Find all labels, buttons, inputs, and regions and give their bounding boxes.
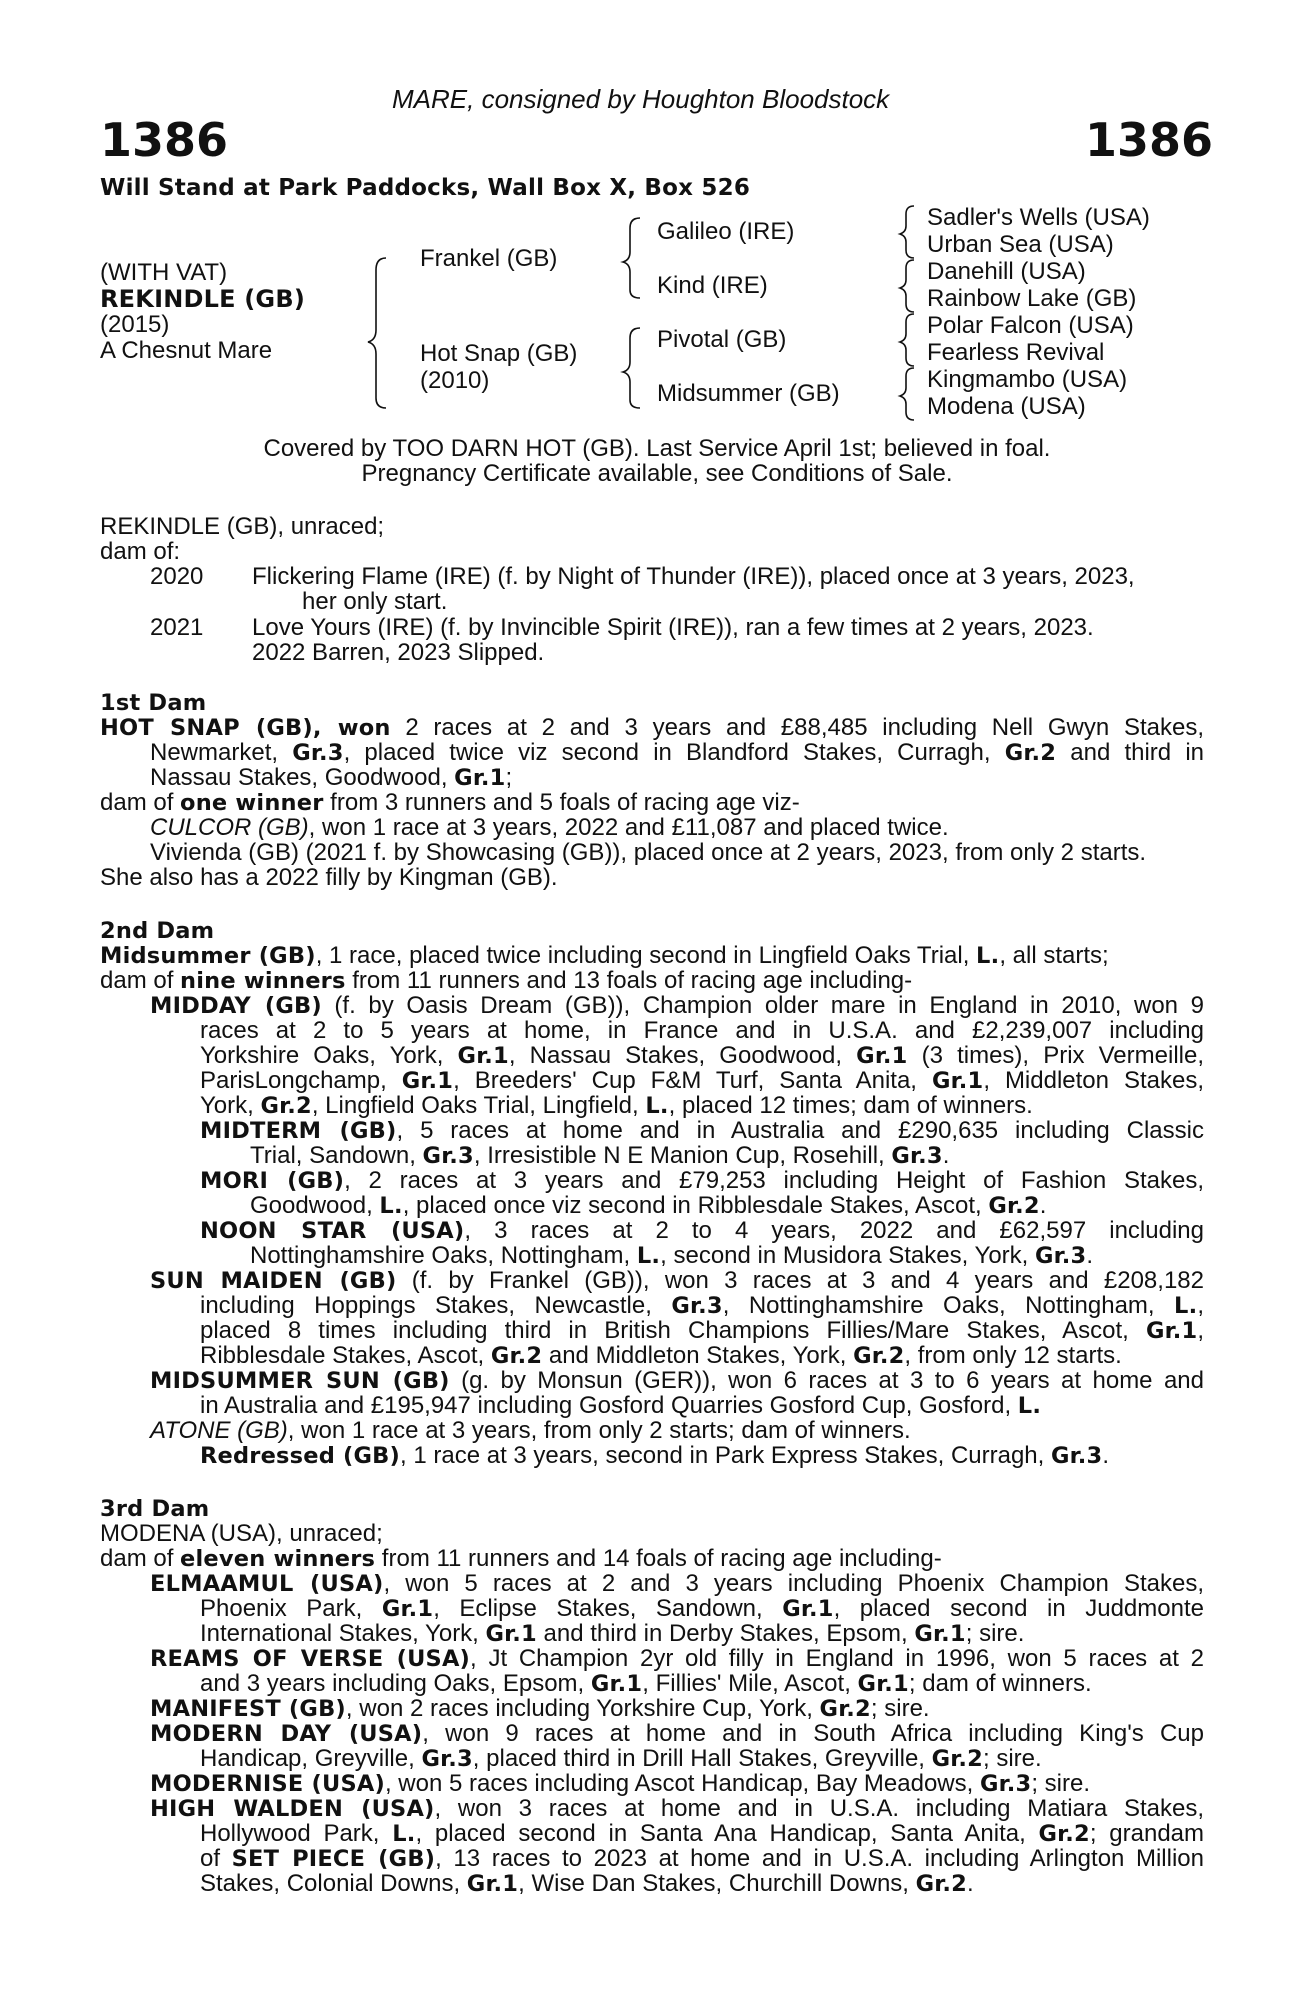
elmaamul-entry: International Stakes, York, Gr.1 and third in Derby Stakes, Epsom, Gr.1; sire.: [200, 1620, 1025, 1647]
produce-year: 2020: [150, 563, 204, 590]
high-walden-entry: Hollywood Park, L., placed second in Santa Ana Handicap, Santa Anita, Gr.2; grandam: [200, 1820, 1204, 1847]
first-dam-line: Nassau Stakes, Goodwood, Gr.1;: [150, 764, 513, 791]
first-dam-foal: CULCOR (GB), won 1 race at 3 years, 2022 and £11,087 and placed twice.: [150, 814, 949, 841]
produce-intro: REKINDLE (GB), unraced;: [100, 513, 385, 540]
sun-maiden-entry: SUN MAIDEN (GB) (f. by Frankel (GB)), won 3 races at 3 and 4 years and £208,182: [150, 1267, 1204, 1294]
manifest-entry: MANIFEST (GB), won 2 races including Yorkshire Cup, York, Gr.2; sire.: [150, 1695, 930, 1722]
sire-dam: Kind (IRE): [657, 272, 768, 299]
sun-maiden-entry: Ribblesdale Stakes, Ascot, Gr.2 and Middleton Stakes, York, Gr.2, from only 12 starts.: [200, 1342, 1122, 1369]
midday-entry: York, Gr.2, Lingfield Oaks Trial, Lingfield, L., placed 12 times; dam of winners.: [200, 1092, 1033, 1119]
produce-entry: Love Yours (IRE) (f. by Invincible Spirit (IRE)), ran a few times at 2 years, 2023.: [252, 614, 1094, 641]
dam-dam: Midsummer (GB): [657, 380, 840, 407]
first-dam-foal: Vivienda (GB) (2021 f. by Showcasing (GB)), placed once at 2 years, 2023, from only 2 starts.: [150, 839, 1147, 866]
horse-year: (2015): [100, 311, 170, 338]
third-dam-line: MODENA (USA), unraced;: [100, 1520, 383, 1547]
redressed-entry: Redressed (GB), 1 race at 3 years, second in Park Express Stakes, Curragh, Gr.3.: [200, 1442, 1110, 1469]
covering-note: Covered by TOO DARN HOT (GB). Last Service April 1st; believed in foal.: [263, 435, 1051, 462]
dam-sire: Pivotal (GB): [657, 326, 787, 353]
sun-maiden-entry: including Hoppings Stakes, Newcastle, Gr.3, Nottinghamshire Oaks, Nottingham, L.,: [200, 1292, 1204, 1319]
elmaamul-entry: Phoenix Park, Gr.1, Eclipse Stakes, Sandown, Gr.1, placed second in Juddmonte: [200, 1595, 1204, 1622]
produce-entry-cont: 2022 Barren, 2023 Slipped.: [252, 639, 545, 666]
first-dam-line: HOT SNAP (GB), won 2 races at 2 and 3 years and £88,485 including Nell Gwyn Stakes,: [100, 714, 1205, 741]
second-dam-line: Midsummer (GB), 1 race, placed twice including second in Lingfield Oaks Trial, L., all starts;: [100, 942, 1109, 969]
high-walden-entry: of SET PIECE (GB), 13 races to 2023 at home and in U.S.A. including Arlington Million: [200, 1845, 1205, 1872]
reams-of-verse-entry: and 3 years including Oaks, Epsom, Gr.1, Fillies' Mile, Ascot, Gr.1; dam of winners.: [200, 1670, 1092, 1697]
midsummer-sun-entry: MIDSUMMER SUN (GB) (g. by Monsun (GER)), won 6 races at 3 to 6 years at home and: [150, 1367, 1204, 1394]
modern-day-entry: MODERN DAY (USA), won 9 races at home and in South Africa including King's Cup: [150, 1720, 1205, 1747]
atone-entry: ATONE (GB), won 1 race at 3 years, from only 2 starts; dam of winners.: [150, 1417, 911, 1444]
third-dam-produce-summary: dam of eleven winners from 11 runners and 14 foals of racing age including-: [100, 1545, 942, 1572]
second-dam-produce-summary: dam of nine winners from 11 runners and 13 foals of racing age including-: [100, 967, 913, 994]
ggd-3: Fearless Revival: [927, 339, 1105, 366]
dam: Hot Snap (GB): [420, 340, 578, 367]
consignor-line: MARE, consigned by Houghton Bloodstock: [392, 84, 890, 114]
sun-maiden-entry: placed 8 times including third in British Champions Fillies/Mare Stakes, Ascot, Gr.1,: [200, 1317, 1204, 1344]
mori-entry: MORI (GB), 2 races at 3 years and £79,253 including Height of Fashion Stakes,: [200, 1167, 1204, 1194]
reams-of-verse-entry: REAMS OF VERSE (USA), Jt Champion 2yr old filly in England in 1996, won 5 races at 2: [150, 1645, 1204, 1672]
lot-number-right: 1386: [1085, 113, 1214, 167]
produce-entry: Flickering Flame (IRE) (f. by Night of Thunder (IRE)), placed once at 3 years, 2023,: [252, 563, 1135, 590]
ggs-3: Polar Falcon (USA): [927, 312, 1134, 339]
sire: Frankel (GB): [420, 245, 558, 272]
dam-year: (2010): [420, 367, 490, 394]
modernise-entry: MODERNISE (USA), won 5 races including Ascot Handicap, Bay Meadows, Gr.3; sire.: [150, 1770, 1090, 1797]
section-heading-2nd-dam: 2nd Dam: [100, 918, 215, 944]
ggd-2: Rainbow Lake (GB): [927, 285, 1137, 312]
ggd-1: Urban Sea (USA): [927, 231, 1114, 258]
midday-entry: races at 2 to 5 years at home, in France and in U.S.A. and £2,239,007 including: [200, 1017, 1204, 1044]
stand-location: Will Stand at Park Paddocks, Wall Box X, Box 526: [100, 175, 751, 201]
modern-day-entry: Handicap, Greyville, Gr.3, placed third in Drill Hall Stakes, Greyville, Gr.2; sire.: [200, 1745, 1042, 1772]
lot-number-left: 1386: [100, 113, 229, 167]
pregnancy-note: Pregnancy Certificate available, see Conditions of Sale.: [361, 460, 953, 487]
sire-sire: Galileo (IRE): [657, 218, 795, 245]
produce-dam-of: dam of:: [100, 538, 181, 565]
ggs-4: Kingmambo (USA): [927, 366, 1128, 393]
section-heading-3rd-dam: 3rd Dam: [100, 1496, 210, 1522]
high-walden-entry: HIGH WALDEN (USA), won 3 races at home and in U.S.A. including Matiara Stakes,: [150, 1795, 1204, 1822]
midday-entry: ParisLongchamp, Gr.1, Breeders' Cup F&M Turf, Santa Anita, Gr.1, Middleton Stakes,: [200, 1067, 1205, 1094]
midsummer-sun-entry: in Australia and £195,947 including Gosford Quarries Gosford Cup, Gosford, L.: [200, 1392, 1042, 1419]
horse-description: A Chesnut Mare: [100, 337, 273, 364]
noon-star-entry: NOON STAR (USA), 3 races at 2 to 4 years, 2022 and £62,597 including: [200, 1217, 1204, 1244]
ggs-2: Danehill (USA): [927, 258, 1086, 285]
first-dam-produce-summary: dam of one winner from 3 runners and 5 foals of racing age viz-: [100, 789, 800, 816]
section-heading-1st-dam: 1st Dam: [100, 690, 207, 716]
high-walden-entry: Stakes, Colonial Downs, Gr.1, Wise Dan Stakes, Churchill Downs, Gr.2.: [200, 1870, 974, 1897]
vat-note: (WITH VAT): [100, 259, 228, 286]
first-dam-line: Newmarket, Gr.3, placed twice viz second in Blandford Stakes, Curragh, Gr.2 and third in: [150, 739, 1204, 766]
horse-name: REKINDLE (GB): [100, 285, 305, 313]
noon-star-entry: Nottinghamshire Oaks, Nottingham, L., second in Musidora Stakes, York, Gr.3.: [250, 1242, 1094, 1269]
elmaamul-entry: ELMAAMUL (USA), won 5 races at 2 and 3 years including Phoenix Champion Stakes,: [150, 1570, 1204, 1597]
midday-entry: MIDDAY (GB) (f. by Oasis Dream (GB)), Champion older mare in England in 2010, won 9: [150, 992, 1204, 1019]
ggs-1: Sadler's Wells (USA): [927, 204, 1150, 231]
ggd-4: Modena (USA): [927, 393, 1086, 420]
midterm-entry: MIDTERM (GB), 5 races at home and in Australia and £290,635 including Classic: [200, 1117, 1204, 1144]
first-dam-note: She also has a 2022 filly by Kingman (GB).: [100, 864, 558, 891]
mori-entry: Goodwood, L., placed once viz second in Ribblesdale Stakes, Ascot, Gr.2.: [250, 1192, 1047, 1219]
midterm-entry: Trial, Sandown, Gr.3, Irresistible N E Manion Cup, Rosehill, Gr.3.: [250, 1142, 950, 1169]
produce-year: 2021: [150, 614, 204, 641]
produce-entry-cont: her only start.: [302, 588, 448, 615]
midday-entry: Yorkshire Oaks, York, Gr.1, Nassau Stakes, Goodwood, Gr.1 (3 times), Prix Vermeille,: [200, 1042, 1204, 1069]
